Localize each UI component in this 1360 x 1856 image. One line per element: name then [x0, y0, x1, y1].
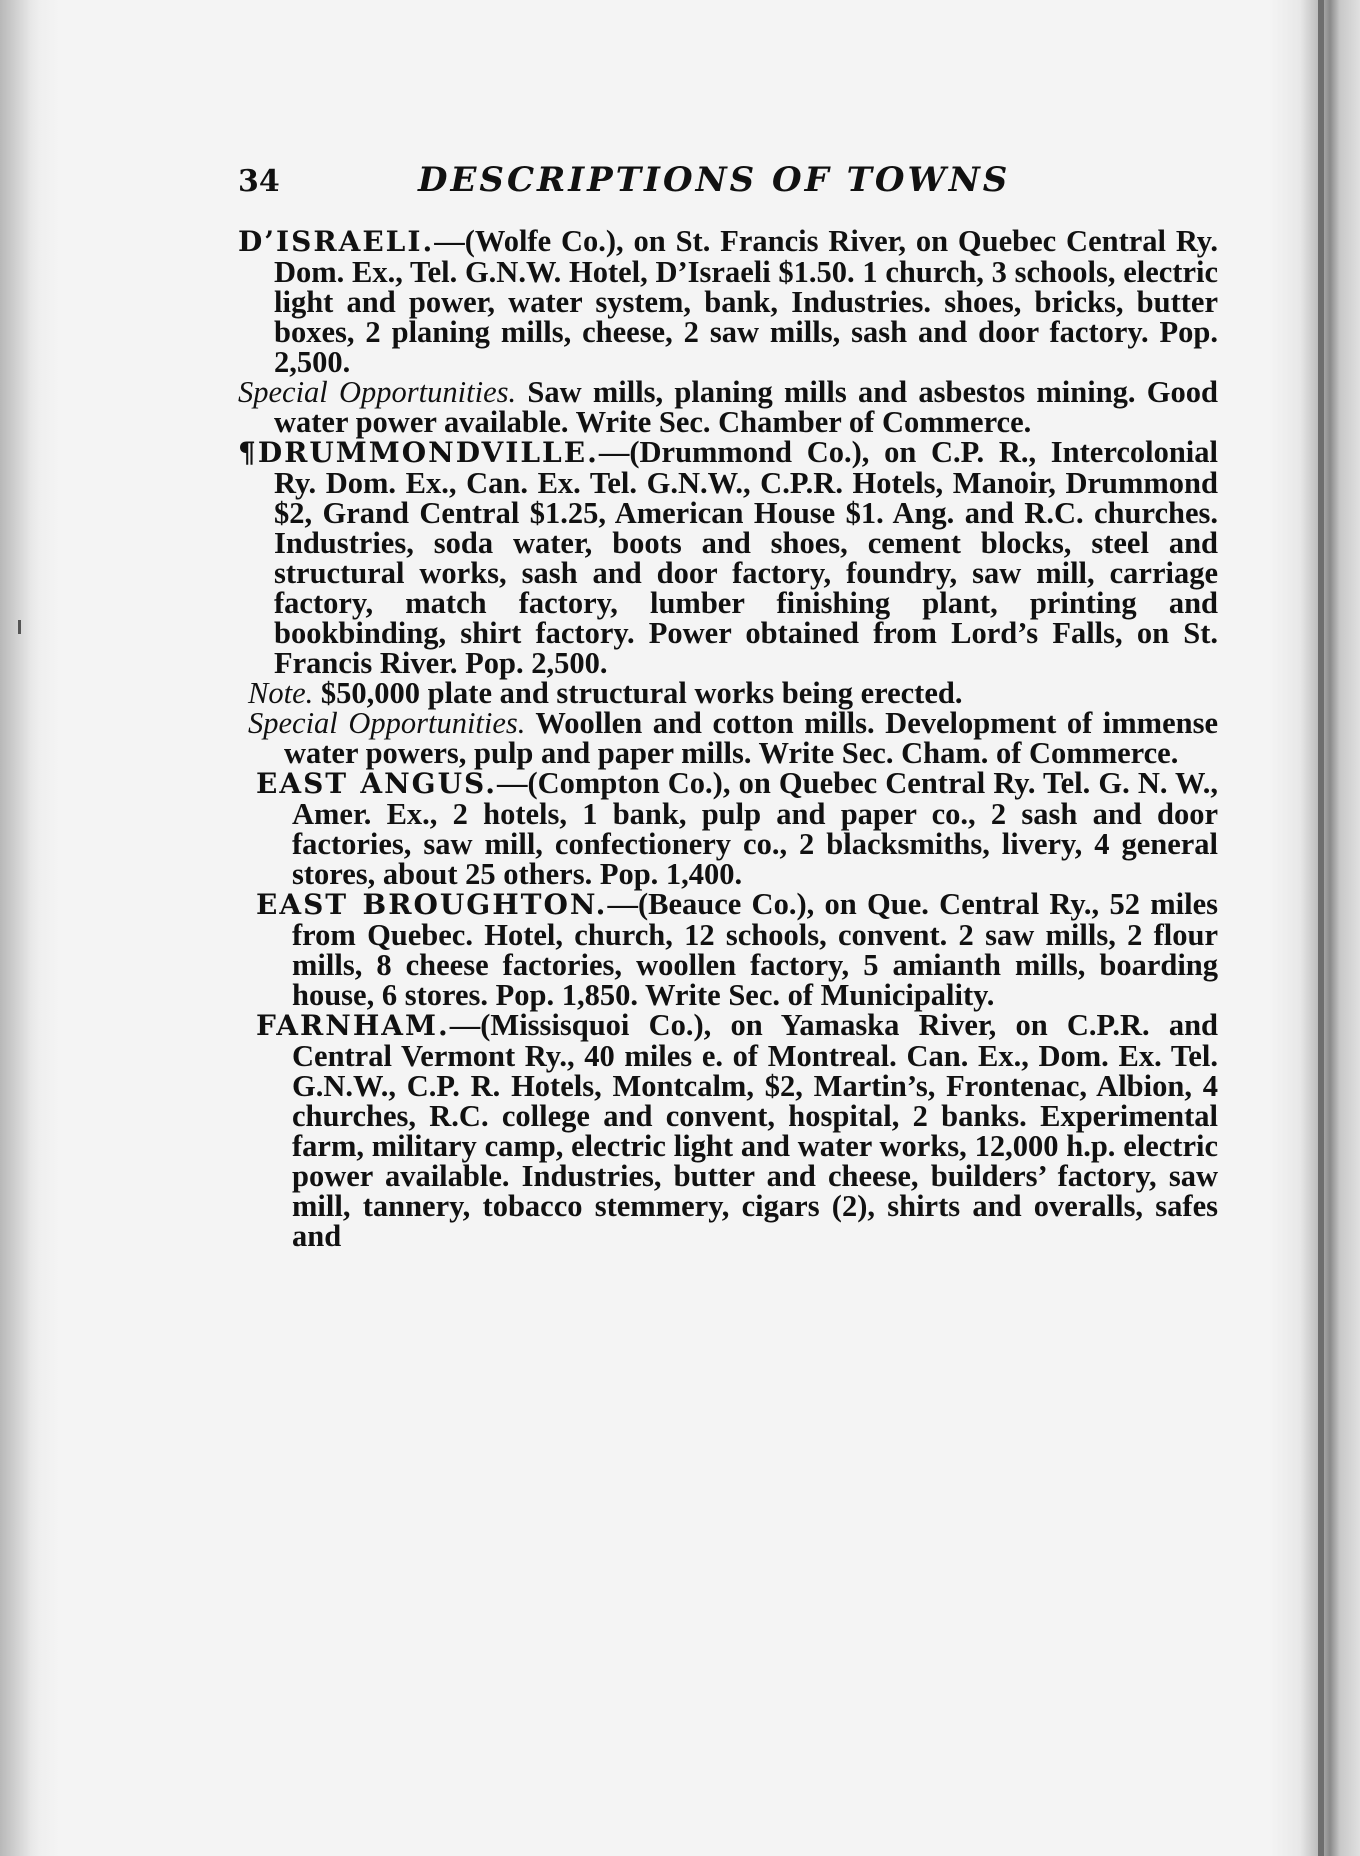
- running-head: DESCRIPTIONS OF TOWNS: [418, 160, 1011, 200]
- page-header: [238, 160, 1218, 220]
- entry-heading: FARNHAM.: [256, 1009, 450, 1042]
- entry-east-broughton: [256, 889, 1218, 1010]
- entry-text: —(Beauce Co.), on Que. Central Ry., 52 miles from Quebec. Hotel, church, 12 schools, convent. 2 saw mills, 2 flour mills, 8 cheese factories, woollen factory, 5 amianth mills, boarding house, 6 stores. Pop. 1,850. Write Sec. of Municipality.: [292, 887, 1219, 1012]
- entry-text: —(Wolfe Co.), on St. Francis River, on Quebec Central Ry. Dom. Ex., Tel. G.N.W. Hotel, D’Israeli $1.50. 1 church, 3 schools, electric light and power, water system, bank, Industries. shoes, bricks, butter boxes, 2 planing mills, cheese, 2 saw mills, sash and door factory. Pop. 2,500.: [274, 224, 1218, 379]
- entry-heading: EAST BROUGHTON.: [256, 888, 608, 921]
- entry-special-opportunities: [238, 377, 1218, 437]
- entry-east-angus: [256, 768, 1218, 889]
- entry-text: —(Missisquoi Co.), on Yamaska River, on C.P.R. and Central Vermont Ry., 40 miles e. of Montreal. Can. Ex., Dom. Ex. Tel. G.N.W., C.P. R. Hotels, Montcalm, $2, Martin’s, Frontenac, Albion, 4 churches, R.C. college and convent, hospital, 2 banks. Experimental farm, military camp, electric light and water works, 12,000 h.p. electric power available. Industries, butter and cheese, builders’ factory, saw mill, tannery, tobacco stemmery, cigars (2), shirts and overalls, safes and: [292, 1008, 1218, 1253]
- entry-lead: Special Opportunities.: [248, 706, 526, 740]
- entry-special-opportunities: [248, 708, 1218, 768]
- entry-text: —(Drummond Co.), on C.P. R., Intercolonial Ry. Dom. Ex., Can. Ex. Tel. G.N.W., C.P.R. Hotels, Manoir, Drummond $2, Grand Central $1.25, American House $1. Ang. and R.C. churches. Industries, soda water, boots and shoes, cement blocks, steel and structural works, sash and door factory, foundry, saw mill, carriage factory, match factory, lumber finishing plant, printing and bookbinding, shirt factory. Power obtained from Lord’s Falls, on St. Francis River. Pop. 2,500.: [274, 435, 1218, 680]
- entry-text: —(Compton Co.), on Quebec Central Ry. Tel. G. N. W., Amer. Ex., 2 hotels, 1 bank, pulp and paper co., 2 sash and door factories, saw mill, confectionery co., 2 blacksmiths, livery, 4 general stores, about 25 others. Pop. 1,400.: [292, 766, 1218, 891]
- entry-text: Woollen and cotton mills. Development of immense water powers, pulp and paper mills. Write Sec. Cham. of Commerce.: [284, 706, 1218, 770]
- page-number: 34: [238, 164, 280, 199]
- scan-mark: [18, 620, 21, 634]
- entry-lead: Note.: [248, 676, 314, 710]
- entry-disraeli: [238, 226, 1218, 377]
- text-block: [238, 160, 1218, 1251]
- entry-text: $50,000 plate and structural works being erected.: [313, 676, 963, 710]
- entry-text: Saw mills, planing mills and asbestos mining. Good water power available. Write Sec. Chamber of Commerce.: [274, 375, 1218, 439]
- page-gutter: [0, 0, 30, 1856]
- page-edge: [1318, 0, 1324, 1856]
- entry-heading: ¶DRUMMONDVILLE.: [238, 436, 599, 469]
- entry-drummondville: [238, 437, 1218, 678]
- entry-lead: Special Opportunities.: [238, 375, 517, 409]
- entry-farnham: [256, 1010, 1218, 1251]
- entry-heading: D’ISRAELI.: [238, 225, 435, 258]
- entry-heading: EAST ANGUS.: [256, 767, 497, 800]
- entry-note: [248, 678, 1218, 708]
